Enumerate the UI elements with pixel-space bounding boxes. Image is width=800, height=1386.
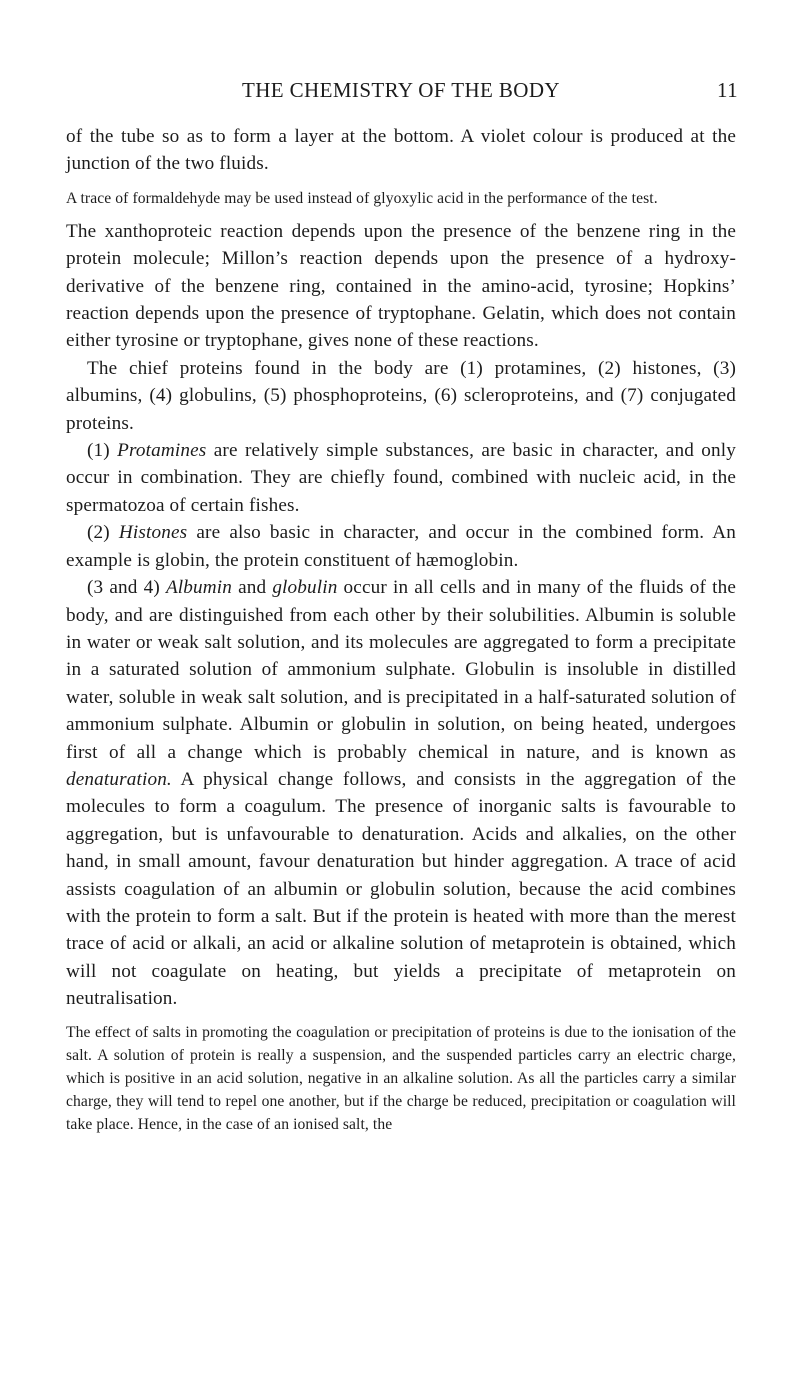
running-header	[66, 78, 736, 112]
paragraph-text: occur in all cells and in many of the fluids of the body, and are distinguished from each other by their solubilities. Albumin is soluble in water or weak salt solution, and its molecules are aggregated to form a precipitate in a saturated solution of ammonium sulphate. Globulin is insoluble in distilled water, soluble in weak salt solution, and is precipitated in a half-saturated solution of ammonium sulphate. Albumin or globulin in solution, on being heated, undergoes first of all a change which is probably chemical in nature, and is known as	[66, 577, 736, 763]
book-page	[66, 78, 736, 1136]
paragraph-reactions: The xanthoproteic reaction depends upon the presence of the benzene ring in the protein molecule; Millon’s reaction depends upon the presence of a hydroxy-derivative of the benzene ring, contained in the amino-acid, tyrosine; Hopkins’ reaction depends upon the presence of tryptophane. Gelatin, which does not contain either tyrosine or tryptophane, gives none of these reactions.	[66, 220, 736, 352]
term-albumin: Albumin	[165, 577, 233, 599]
small-print-note-salts: The effect of salts in promoting the coagulation or precipitation of proteins is due to the ionisation of the salt. A solution of protein is really a suspension, and the suspended particles carry an electric charge, which is positive in an acid solution, negative in an alkaline solution. As all the particles carry a similar charge, they will tend to repel one another, but if the charge be reduced, precipitation or coagulation will take place. Hence, in the case of an ionised salt, the	[66, 1023, 736, 1133]
item-number: (1)	[87, 440, 118, 462]
paragraph-protein-classes: The chief proteins found in the body are (1) protamines, (2) histones, (3) albumins, (4) globulins, (5) phosphoproteins, (6) scleroproteins, and (7) conjugated proteins.	[66, 357, 736, 434]
paragraph-continuation: of the tube so as to form a layer at the bottom. A violet colour is produced at the junction of the two fluids.	[66, 126, 736, 175]
paragraph-text: are also basic in character, and occur in the combined form. An example is globin, the protein constituent of hæmoglobin.	[66, 522, 736, 571]
term-protamines: Protamines	[117, 440, 207, 462]
term-globulin: globulin	[272, 577, 338, 599]
paragraph-albumin-globulin	[66, 574, 736, 1013]
paragraph-text: are relatively simple substances, are basic in character, and only occur in combination. They are chiefly found, combined with nucleic acid, in the spermatozoa of certain fishes.	[66, 440, 736, 516]
running-title: THE CHEMISTRY OF THE BODY	[241, 78, 561, 102]
paragraph-protamines	[66, 437, 736, 519]
item-number: (3 and 4)	[87, 577, 166, 599]
paragraph-histones	[66, 519, 736, 574]
term-histones: Histones	[118, 522, 188, 544]
body-text	[66, 123, 736, 1136]
paragraph-text: A physical change follows, and consists in the aggregation of the molecules to form a coagulum. The presence of inorganic salts is favourable to aggregation, but is unfavourable to denaturation. Acids and alkalies, on the other hand, in small amount, favour denaturation but hinder aggregation. A trace of acid assists coagulation of an albumin or globulin solution, because the acid combines with the protein to form a salt. But if the protein is heated with more than the merest trace of acid or alkali, an acid or alkaline solution of metaprotein is obtained, which will not coagulate on heating, but yields a precipitate of metaprotein on neutralisation.	[66, 768, 736, 1010]
term-denaturation: denaturation.	[66, 768, 172, 790]
page-number: 11	[716, 78, 738, 102]
item-number: (2)	[87, 522, 119, 544]
paragraph-text: and	[232, 577, 273, 599]
small-print-note-formaldehyde: A trace of formaldehyde may be used instead of glyoxylic acid in the performance of the test.	[66, 189, 658, 207]
